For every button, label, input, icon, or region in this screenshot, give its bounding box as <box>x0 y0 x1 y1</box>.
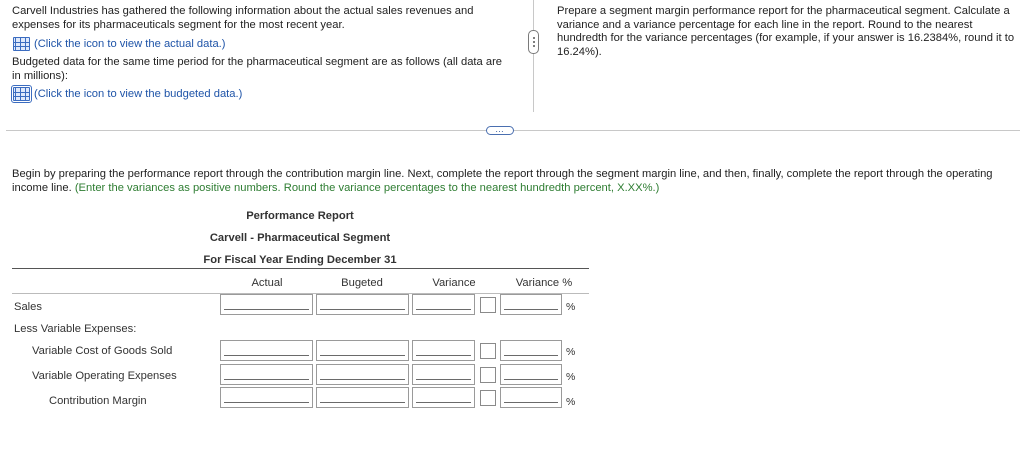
opex-variance-pct-input[interactable] <box>500 364 562 385</box>
opex-variance-input[interactable] <box>412 364 475 385</box>
cm-variance-pct-input[interactable] <box>500 387 562 408</box>
sales-variance-pct-input[interactable] <box>500 294 562 315</box>
report-period: For Fiscal Year Ending December 31 <box>203 254 397 266</box>
cm-variance-type-select[interactable] <box>480 390 496 406</box>
cm-pct-sign: % <box>566 396 576 408</box>
report-title: Performance Report <box>246 210 354 222</box>
sales-variance-input[interactable] <box>412 294 475 315</box>
row-label-contribution-margin: Contribution Margin <box>49 395 147 407</box>
opex-actual-input[interactable] <box>220 364 313 385</box>
task-instructions <box>12 168 1002 195</box>
budget-data-link[interactable] <box>13 87 242 101</box>
cm-actual-input[interactable] <box>220 387 313 408</box>
cogs-variance-input[interactable] <box>412 340 475 361</box>
col-variance-pct: Variance % <box>515 277 573 289</box>
intro-text: Carvell Industries has gathered the following information about the actual sales revenues and expenses for its pharmaceuticals segment for the most recent year. <box>12 5 474 31</box>
sales-variance-type-select[interactable] <box>480 297 496 313</box>
table-icon[interactable] <box>13 87 30 101</box>
cogs-variance-type-select[interactable] <box>480 343 496 359</box>
cm-variance-input[interactable] <box>412 387 475 408</box>
cogs-budgeted-input[interactable] <box>316 340 409 361</box>
horizontal-divider-handle[interactable]: … <box>486 126 514 135</box>
sales-budgeted-input[interactable] <box>316 294 409 315</box>
opex-budgeted-input[interactable] <box>316 364 409 385</box>
budget-text: Budgeted data for the same time period for the pharmaceutical segment are as follows (all data are in millions): <box>12 56 503 82</box>
header-rule <box>12 268 589 269</box>
budget-data-link-text[interactable]: (Click the icon to view the budgeted data.) <box>34 88 243 100</box>
report-company: Carvell - Pharmaceutical Segment <box>209 232 391 244</box>
row-label-variable-cogs: Variable Cost of Goods Sold <box>32 345 173 357</box>
cogs-pct-sign: % <box>566 346 576 358</box>
vertical-divider[interactable] <box>533 0 534 112</box>
cm-budgeted-input[interactable] <box>316 387 409 408</box>
vertical-divider-handle[interactable] <box>528 30 539 54</box>
task-hint: (Enter the variances as positive numbers. Round the variance percentages to the nearest hundredth percent, X.XX%.) <box>74 181 660 194</box>
table-icon[interactable] <box>13 37 30 51</box>
actual-data-link[interactable] <box>13 37 226 51</box>
row-label-variable-opex: Variable Operating Expenses <box>32 370 177 382</box>
opex-variance-type-select[interactable] <box>480 367 496 383</box>
sales-pct-sign: % <box>566 301 576 313</box>
cogs-variance-pct-input[interactable] <box>500 340 562 361</box>
task-text: Begin by preparing the performance report through the contribution margin line. Next, complete the report through the segment margin line, and then, finally, complete the report through the operating income line. <box>12 168 993 194</box>
sales-actual-input[interactable] <box>220 294 313 315</box>
row-label-less-variable: Less Variable Expenses: <box>14 323 137 335</box>
cogs-actual-input[interactable] <box>220 340 313 361</box>
col-variance: Variance <box>432 277 476 289</box>
actual-data-link-text[interactable]: (Click the icon to view the actual data.) <box>34 38 226 50</box>
col-budgeted: Bugeted <box>341 277 383 289</box>
row-label-sales: Sales <box>14 301 42 313</box>
instructions-text: Prepare a segment margin performance report for the pharmaceutical segment. Calculate a variance and a variance percentage for each line in the report. Round to the nearest hundredth for the variance percentages (for example, if your answer is 16.2384%, round it to 16.24%). <box>557 5 1015 58</box>
col-actual: Actual <box>251 277 283 289</box>
opex-pct-sign: % <box>566 371 576 383</box>
